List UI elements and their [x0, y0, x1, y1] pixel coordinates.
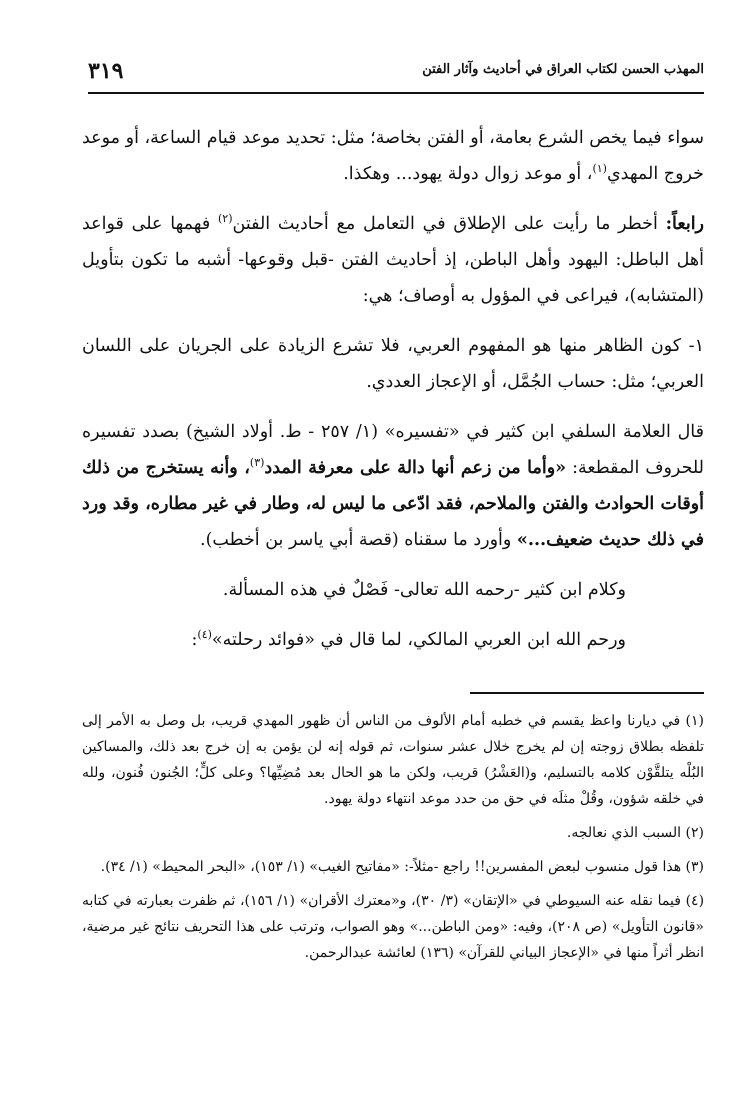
- paragraph-6-tail: :: [191, 630, 198, 650]
- paragraph-4: [82, 414, 704, 558]
- footnote-4: (٤) فيما نقله عنه السيوطي في «الإتقان» (٣/ ٣٠)، و«معترك الأقران» (١/ ١٥٦)، ثم ظفرت بعبارته في كتابه «قانون التأويل» (ص ٢٠٨)، وفيه: «ومن الباطن...» وهو الصواب، وترتب على هذا التحريف نتائج غير مرضية، انظر أثراً منها في «الإعجاز البياني للقرآن» (١٣٦) لعائشة عبدالرحمن.: [82, 893, 705, 961]
- paragraph-6-text: ورحم الله ابن العربي المالكي، لما قال في «فوائد رحلته»: [211, 630, 626, 650]
- paragraph-2-tail: فهمها على قواعد أهل الباطل: اليهود وأهل الباطن، إذ أحاديث الفتن -قبل وقوعها- أشبه ما تكون بتأويل (المتشابه)، فيراعى في المؤول به أوصاف؛ هي:: [82, 214, 704, 306]
- paragraph-2-text: أخطر ما رأيت على الإطلاق في التعامل مع أحاديث الفتن: [232, 214, 666, 234]
- paragraph-1-tail: ، أو موعد زوال دولة يهود... وهكذا.: [343, 164, 593, 184]
- paragraph-3: ١- كون الظاهر منها هو المفهوم العربي، فلا تشرع الزيادة على الجريان على اللسان العربي؛ مثل: حساب الجُمَّل، أو الإعجاز العددي.: [82, 336, 704, 392]
- paragraph-2: [82, 206, 704, 314]
- paragraph-4-quote-cont: ، وأنه يستخرج من ذلك أوقات الحوادث والفتن والملاحم، فقد ادّعى ما ليس له، وطار في غير مطاره، وقد ورد في ذلك حديث ضعيف...»: [82, 458, 704, 550]
- running-title: المهذب الحسن لكتاب العراق في أحاديث وآثار الفتن: [422, 62, 704, 77]
- paragraph-4-text: قال العلامة السلفي ابن كثير في «تفسيره» (١/ ٢٥٧ - ط. أولاد الشيخ) بصدد تفسيره للحروف المقطعة:: [82, 422, 704, 478]
- footnote-ref-4: (٤): [197, 628, 212, 642]
- paragraph-6: [82, 622, 704, 658]
- paragraph-5: وكلام ابن كثير -رحمه الله تعالى- فَصْلٌ في هذه المسألة.: [222, 580, 626, 600]
- paragraph-4-tail: وأورد ما سقناه (قصة أبي ياسر بن أخطب).: [200, 530, 517, 550]
- footnotes: [82, 708, 704, 974]
- page-number: ٣١٩: [88, 58, 124, 84]
- footnote-3: (٣) هذا قول منسوب لبعض المفسرين!! راجع -مثلاً-: «مفاتيح الغيب» (١/ ١٥٣)، «البحر المحيط» (١/ ٣٤).: [100, 859, 704, 875]
- footnote-2: (٢) السبب الذي نعالجه.: [566, 825, 704, 841]
- header-divider: [88, 92, 704, 94]
- footnote-divider: [470, 692, 704, 694]
- page-header: [88, 58, 704, 92]
- paragraph-1-text: سواء فيما يخص الشرع بعامة، أو الفتن بخاصة؛ مثل: تحديد موعد قيام الساعة، أو موعد خروج المهدي: [82, 128, 704, 184]
- footnote-ref-1: (١): [592, 162, 607, 176]
- footnote-1: (١) في ديارنا واعظ يقسم في خطبه أمام الألوف من الناس أن ظهور المهدي قريب، بل وصل به الأمر إلى تلفظه بطلاق زوجته إن لم يخرج خلال عشر سنوات، ثم قوله إنه لن يؤمن به إن خرج بعد ذلك، والمساكين البُلْه يتلقَّوْن كلامه بالتسليم، و(العَشْرُ) قريب، ولكن ما هو الحال بعد مُضِيِّها؟ وعلى كلٍّ؛ الجُنون فُنون، ولله في خلقه شؤون، وقُلْ مثلَه في حق من حدد موعد انتهاء دولة يهود.: [82, 713, 704, 807]
- footnote-ref-2: (٢): [217, 212, 233, 226]
- paragraph-1: [82, 120, 704, 192]
- paragraph-2-lead: رابعاً:: [665, 214, 705, 234]
- paragraph-4-quote: «وأما من زعم أنها دالة على معرفة المدد: [264, 458, 567, 478]
- main-text: [82, 120, 704, 672]
- footnote-ref-3: (٣): [249, 456, 265, 470]
